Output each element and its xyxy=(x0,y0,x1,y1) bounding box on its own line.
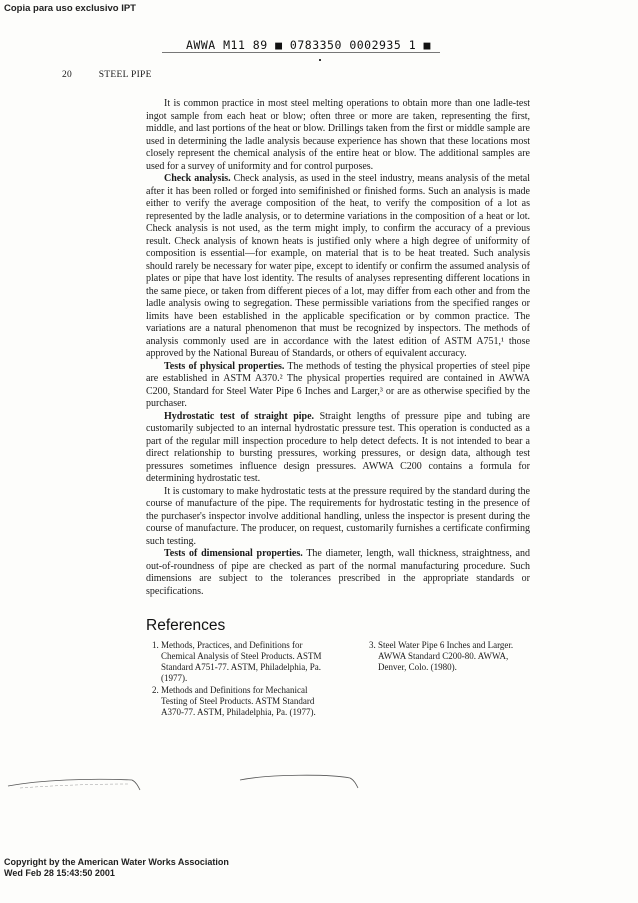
paragraph xyxy=(146,486,530,549)
run-in-heading: Check analysis. xyxy=(164,173,231,184)
references-right-column xyxy=(363,640,533,674)
paragraph-text: Straight lengths of pressure pipe and tubing are customarily subjected to an internal hydrostatic pressure test. This operation is conducted as a part of the regular mill inspection procedure to help detect defects. It is not intended to bear a direct relationship to bursting pressures, working pressures, or design data, although test pressures sometimes influence design pressures. AWWA C200 contains a formula for determining hydrostatic test. xyxy=(146,410,530,484)
scan-pencil-marks xyxy=(0,770,638,810)
running-head xyxy=(62,70,152,80)
reference-item: 1. Methods, Practices, and Definitions for Chemical Analysis of Steel Products. ASTM Standard A751-77. ASTM, Philadelphia, Pa. (1977). xyxy=(161,640,324,684)
scan-speck xyxy=(319,59,321,61)
run-in-heading: Hydrostatic test of straight pipe. xyxy=(164,410,315,422)
paragraph xyxy=(146,411,530,486)
run-in-heading: Tests of dimensional properties. xyxy=(164,548,303,559)
running-head-title: STEEL PIPE xyxy=(98,70,152,80)
references-left-column xyxy=(146,640,324,719)
paragraph-text: It is common practice in most steel melting operations to obtain more than one ladle-test ingot sample from each heat or blow; often three or more are taken, representing the first, middle, and last portions of the heat or blow. Drillings taken from the first or middle sample are used in determining the ladle analysis because experience has shown that these locations most closely represent the chemical analysis of the entire heat or blow. The additional samples are used for a survey of uniformity and for control purposes. xyxy=(146,98,530,172)
reference-item: 3. Steel Water Pipe 6 Inches and Larger. AWWA Standard C200-80. AWWA, Denver, Colo. (1980). xyxy=(378,640,533,673)
references-heading: References xyxy=(146,617,226,634)
paragraph-text: Check analysis, as used in the steel industry, means analysis of the metal after it has been rolled or forged into semifinished or finished forms. Such an analysis is made either to verify the average composition of the heat, to verify the composition of a lot as represented by the ladle analysis, or to determine variations in the composition of a heat or lot. Check analysis is not used, as the term might imply, to confirm the accuracy of a previous result. Check analysis of known heats is justified only where a high degree of uniformity of composition is essential—for example, on material that is to be heat treated. Such analysis should rarely be necessary for water pipe, except to identify or confirm the assumed analysis of plates or pipe that have lost identity. The results of analyses representing different locations in the same piece, or taken from different pieces of a lot, may differ from each other and from the ladle analysis owing to segregation. These permissible variations from the specified ranges or limits have been established in the applicable specification or by common practice. The variations are a natural phenomenon that must be recognized by inspectors. The methods of analysis commonly used are in accordance with the latest edition of ASTM A751,¹ those approved by the National Bureau of Standards, or others of equivalent accuracy. xyxy=(146,173,530,359)
paragraph-text: The methods of testing the physical properties of steel pipe are established in ASTM A370.² The physical properties required are contained in AWWA C200, Standard for Steel Water Pipe 6 Inches and Larger,³ or are as otherwise specified by the purchaser. xyxy=(146,360,530,409)
paragraph-text: It is customary to make hydrostatic tests at the pressure required by the standard during the course of manufacture of the pipe. The requirements for hydrostatic testing in the presence of the purchaser's inspector involve additional handling, unless the inspector is present during the course of manufacture. The producer, on request, customarily furnishes a certificate confirming such testing. xyxy=(146,485,530,547)
reference-item: 2. Methods and Definitions for Mechanical Testing of Steel Products. ASTM Standard A370-77. ASTM, Philadelphia, Pa. (1977). xyxy=(161,685,324,718)
paragraph xyxy=(146,361,530,411)
timestamp-line: Wed Feb 28 15:43:50 2001 xyxy=(4,868,115,878)
paragraph xyxy=(146,548,530,598)
document-code-header: AWWA M11 89 ■ 0783350 0002935 1 ■ xyxy=(186,38,431,52)
paragraph xyxy=(146,173,530,361)
paragraph xyxy=(146,98,530,173)
paragraph-text: The diameter, length, wall thickness, straightness, and out-of-roundness of pipe are checked as part of the normal manufacturing procedure. Such dimensions are subject to the tolerances prescribed in the appropriate standards or specifications. xyxy=(146,548,530,597)
header-rule xyxy=(162,52,440,53)
body-text xyxy=(146,98,530,598)
copyright-footer xyxy=(4,857,229,879)
page-number: 20 xyxy=(62,70,73,80)
run-in-heading: Tests of physical properties. xyxy=(164,360,285,372)
copyright-line: Copyright by the American Water Works Association xyxy=(4,857,229,867)
copy-stamp: Copia para uso exclusivo IPT xyxy=(4,3,136,14)
